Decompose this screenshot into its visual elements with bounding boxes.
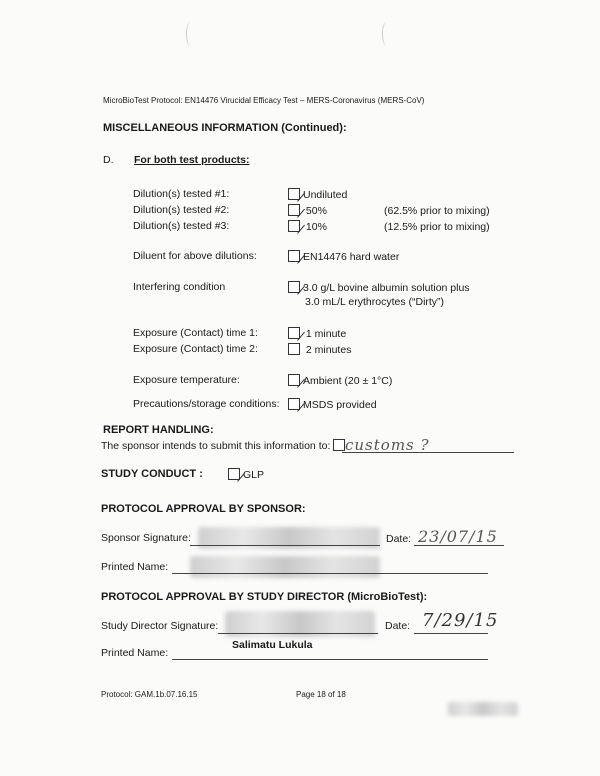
footer-redacted [448,702,518,716]
sponsor-signature-label: Sponsor Signature: [101,532,191,544]
scan-mark [382,22,391,46]
section-title: For both test products: [134,154,250,166]
dilution1-row [288,188,347,201]
dilution2-value: 50% [305,205,327,217]
exposure2-row [288,343,351,356]
sponsor-date-value: 23/07/15 [418,527,498,546]
exposure1-checkbox[interactable] [288,327,300,339]
diluent-label: Diluent for above dilutions: [133,250,257,262]
director-date-label: Date: [385,620,411,632]
exposure1-value: 1 minute [305,328,347,340]
dilution1-checkbox[interactable] [288,188,300,200]
precautions-value: MSDS provided [303,399,377,411]
interfering-value-line1: 3.0 g/L bovine albumin solution plus [303,282,470,294]
precautions-label: Precautions/storage conditions: [133,398,280,410]
report-text-label: The sponsor intends to submit this information to: [101,440,331,452]
report-checkbox[interactable] [333,439,345,451]
footer-protocol: Protocol: GAM.1b.07.16.15 [101,690,198,699]
precautions-checkbox[interactable] [288,398,300,410]
exposure2-value: 2 minutes [305,344,352,356]
report-line [342,452,514,453]
sponsor-date-label: Date: [386,533,412,545]
misc-title: MISCELLANEOUS INFORMATION (Continued): [103,122,347,134]
precautions-row [288,398,377,411]
dilution2-note: (62.5% prior to mixing) [384,205,490,217]
sponsor-signature-line [190,545,380,546]
temp-value: Ambient (20 ± 1°C) [303,375,393,387]
dilution2-row [288,204,327,217]
protocol-header: MicroBioTest Protocol: EN14476 Virucidal Efficacy Test – MERS-Coronavirus (MERS-CoV) [103,96,425,105]
director-printed-label: Printed Name: [101,647,169,659]
exposure2-checkbox[interactable] [288,343,300,355]
report-title: REPORT HANDLING: [103,424,214,436]
dilution3-row [288,220,327,233]
dilution3-label: Dilution(s) tested #3: [133,220,230,232]
director-signature-label: Study Director Signature: [101,620,219,632]
report-text [101,439,348,452]
temp-checkbox[interactable] [288,374,300,386]
director-date-line [414,633,488,634]
dilution1-label: Dilution(s) tested #1: [133,188,230,200]
diluent-checkbox[interactable] [288,250,300,262]
director-title: PROTOCOL APPROVAL BY STUDY DIRECTOR (MicroBioTest): [101,591,428,603]
sponsor-date-line [414,545,504,546]
diluent-value: EN14476 hard water [303,251,400,263]
director-date-value: 7/29/15 [422,610,499,631]
director-printed-value: Salimatu Lukula [232,639,313,651]
sponsor-printed-redacted [190,556,380,578]
exposure1-row [288,327,346,340]
interfering-row [288,281,470,294]
dilution2-label: Dilution(s) tested #2: [133,204,230,216]
temp-label: Exposure temperature: [133,374,240,386]
director-printed-line [172,659,488,660]
interfering-checkbox[interactable] [288,281,300,293]
section-letter: D. [103,154,114,166]
dilution3-checkbox[interactable] [288,220,300,232]
exposure1-label: Exposure (Contact) time 1: [133,327,258,339]
study-label: STUDY CONDUCT : [101,468,203,480]
dilution2-checkbox[interactable] [288,204,300,216]
dilution3-note: (12.5% prior to mixing) [384,221,490,233]
temp-row [288,374,392,387]
interfering-value-line2: 3.0 mL/L erythrocytes (“Dirty”) [305,296,445,308]
sponsor-printed-label: Printed Name: [101,561,169,573]
dilution3-value: 10% [305,221,327,233]
sponsor-printed-line [172,573,488,574]
exposure2-label: Exposure (Contact) time 2: [133,343,258,355]
dilution1-value: Undiluted [303,189,348,201]
interfering-label: Interfering condition [133,281,226,293]
footer-page: Page 18 of 18 [296,690,346,699]
report-handwritten: customs ? [345,436,430,454]
glp-checkbox[interactable] [228,468,240,480]
scan-mark [186,22,195,46]
study-row [228,468,264,481]
director-signature-line [218,633,378,634]
diluent-row [288,250,399,263]
sponsor-title: PROTOCOL APPROVAL BY SPONSOR: [101,503,306,515]
study-value: GLP [243,469,265,481]
